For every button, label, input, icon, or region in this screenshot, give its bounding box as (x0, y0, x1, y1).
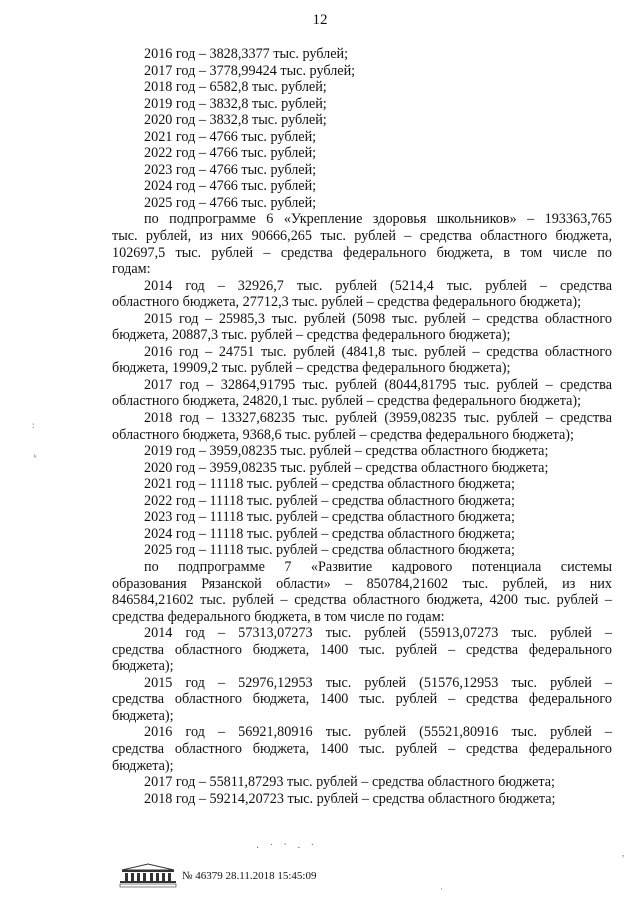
registration-stamp: № 46379 28.11.2018 15:45:09 (182, 870, 317, 882)
text-line: 2018 год – 6582,8 тыс. рублей; (144, 79, 327, 96)
text-line: средства областного бюджета, 1400 тыс. рублей – средства федерального (112, 740, 612, 757)
text-line: 2023 год – 4766 тыс. рублей; (144, 161, 317, 178)
text-line: 2021 год – 11118 тыс. рублей – средства областного бюджета; (144, 476, 515, 493)
text-line: 2025 год – 11118 тыс. рублей – средства областного бюджета; (144, 542, 515, 559)
text-line: средства областного бюджета, 1400 тыс. рублей – средства федерального (112, 691, 612, 708)
text-line: по подпрограмме 6 «Укрепление здоровья школьников» – 193363,765 (144, 211, 612, 228)
text-line: тыс. рублей, из них 90666,265 тыс. рублей – средства областного бюджета, (112, 228, 612, 245)
government-building-logo-icon (116, 862, 180, 888)
text-line: 2015 год – 52976,12953 тыс. рублей (51576,12953 тыс. рублей – (144, 674, 612, 691)
text-line: 2022 год – 4766 тыс. рублей; (144, 145, 317, 162)
text-line: 2025 год – 4766 тыс. рублей; (144, 194, 317, 211)
text-line: областного бюджета, 9368,6 тыс. рублей – средства федерального бюджета); (112, 426, 574, 443)
text-line: 2016 год – 56921,80916 тыс. рублей (55521,80916 тыс. рублей – (144, 724, 612, 741)
text-line: бюджета, 20887,3 тыс. рублей – средства федерального бюджета); (112, 327, 511, 344)
text-line: 2020 год – 3832,8 тыс. рублей; (144, 112, 327, 129)
text-line: 2024 год – 11118 тыс. рублей – средства областного бюджета; (144, 525, 515, 542)
text-line: 2018 год – 59214,20723 тыс. рублей – средства областного бюджета; (144, 790, 556, 807)
document-body (112, 46, 612, 807)
text-line: 846584,21602 тыс. рублей – средства областного бюджета, 4200 тыс. рублей – (112, 592, 612, 609)
text-line: областного бюджета, 24820,1 тыс. рублей – средства федерального бюджета); (112, 393, 582, 410)
text-line: 2018 год – 13327,68235 тыс. рублей (3959,08235 тыс. рублей – средства (144, 410, 612, 427)
text-line: бюджета); (112, 658, 174, 675)
text-line: 2019 год – 3959,08235 тыс. рублей – средства областного бюджета; (144, 443, 549, 460)
text-line: бюджета); (112, 757, 174, 774)
text-line: 2023 год – 11118 тыс. рублей – средства областного бюджета; (144, 509, 515, 526)
text-line: по подпрограмме 7 «Развитие кадрового потенциала системы (144, 558, 612, 575)
text-line: средства федерального бюджета, в том числе по годам: (112, 608, 445, 625)
text-line: 2017 год – 55811,87293 тыс. рублей – средства областного бюджета; (144, 774, 555, 791)
scan-edge-mark: : (32, 420, 35, 430)
text-line: бюджета, 19909,2 тыс. рублей – средства федерального бюджета); (112, 360, 511, 377)
footer (116, 843, 516, 892)
text-line: 2016 год – 3828,3377 тыс. рублей; (144, 46, 349, 62)
text-line: образования Рязанской области» – 850784,21602 тыс. рублей, из них (112, 575, 612, 592)
text-line: 102697,5 тыс. рублей – средства федерального бюджета, в том числе по (112, 244, 612, 261)
text-line: 2017 год – 3778,99424 тыс. рублей; (144, 62, 356, 79)
scan-edge-mark: , (622, 848, 625, 858)
text-line: 2021 год – 4766 тыс. рублей; (144, 128, 317, 145)
text-line: бюджета); (112, 707, 174, 724)
text-line: 2024 год – 4766 тыс. рублей; (144, 178, 317, 195)
text-line: 2017 год – 32864,91795 тыс. рублей (8044,81795 тыс. рублей – средства (144, 376, 612, 393)
page-number: 12 (312, 12, 328, 28)
text-line: годам: (112, 261, 151, 278)
text-line: 2019 год – 3832,8 тыс. рублей; (144, 95, 327, 112)
scan-edge-mark: ᵏ (34, 452, 37, 462)
scan-edge-mark: · (440, 884, 443, 894)
text-line: 2015 год – 25985,3 тыс. рублей (5098 тыс. рублей – средства областного (144, 310, 612, 327)
text-line: областного бюджета, 27712,3 тыс. рублей – средства федерального бюджета); (112, 294, 582, 311)
text-line: 2022 год – 11118 тыс. рублей – средства областного бюджета; (144, 492, 515, 509)
text-line: средства областного бюджета, 1400 тыс. рублей – средства федерального (112, 641, 612, 658)
text-line: 2016 год – 24751 тыс. рублей (4841,8 тыс. рублей – средства областного (144, 343, 612, 360)
text-line: 2020 год – 3959,08235 тыс. рублей – средства областного бюджета; (144, 459, 549, 476)
text-line: 2014 год – 57313,07273 тыс. рублей (55913,07273 тыс. рублей – (144, 625, 612, 642)
text-line: 2014 год – 32926,7 тыс. рублей (5214,4 тыс. рублей – средства (144, 277, 612, 294)
scan-marks: · ˙ ` ⸱ ˙ (256, 843, 319, 854)
